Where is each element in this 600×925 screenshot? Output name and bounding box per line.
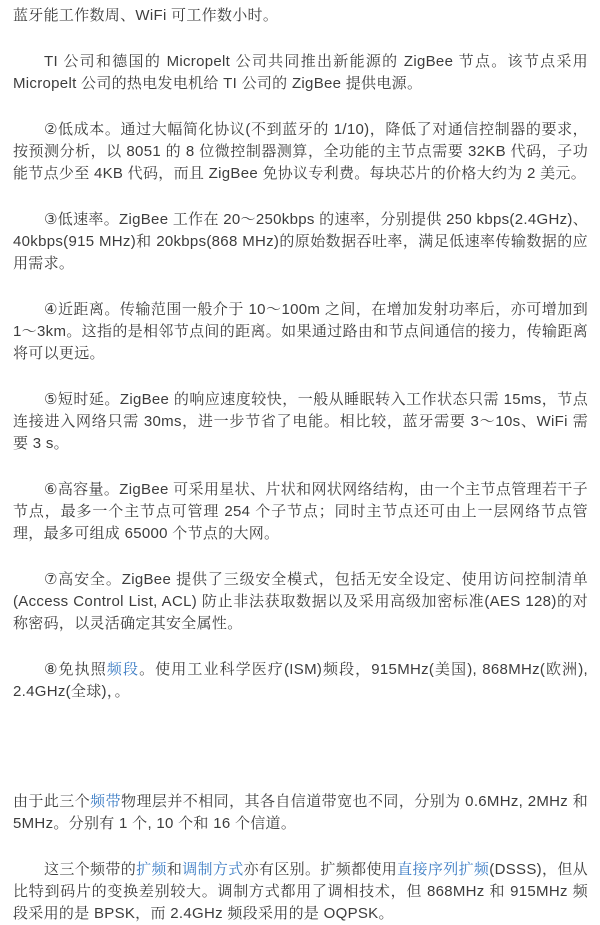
text-segment: ⑥高容量。ZigBee 可采用星状、片状和网状网络结构，由一个主节点管理若干子节点，最多一个主节点可管理 254 个子节点；同时主节点还可由上一层网络节点管理，最多可组成 65000 个节点的大网。: [13, 481, 588, 542]
text-segment: 。使用工业科学医疗(ISM)频段，915MHz(美国), 868MHz(欧洲), 2.4GHz(全球)，。: [13, 661, 588, 700]
text-segment: 由于此三个: [13, 793, 91, 810]
paragraph-high-capacity: [13, 479, 588, 545]
link-zhijie-xulie-kuopin[interactable]: 直接序列扩频: [397, 861, 490, 878]
text-segment: 蓝牙能工作数周、WiFi 可工作数小时。: [13, 7, 279, 24]
text-segment: ④近距离。传输范围一般介于 10～100m 之间，在增加发射功率后，亦可增加到 1～3km。这指的是相邻节点间的距离。如果通过路由和节点间通信的接力，传输距离将可以更远。: [13, 301, 588, 362]
text-segment: ②低成本。通过大幅简化协议(不到蓝牙的 1/10)，降低了对通信控制器的要求，按预测分析，以 8051 的 8 位微控制器测算，全功能的主节点需要 32KB 代码，子功能节点少至 4KB 代码，而且 ZigBee 免协议专利费。每块芯片的价格大约为 2 美元。: [13, 121, 588, 182]
link-tiaozhi-fangshi[interactable]: 调制方式: [182, 861, 244, 878]
paragraph-high-security: [13, 569, 588, 635]
text-segment: 亦有区别。扩频都使用: [243, 861, 398, 878]
paragraph-license-free-band: [13, 659, 588, 703]
link-pinduan[interactable]: 频段: [106, 661, 140, 678]
text-segment: ⑤短时延。ZigBee 的响应速度较快，一般从睡眠转入工作状态只需 15ms，节点连接进入网络只需 30ms，进一步节省了电能。相比较，蓝牙需要 3～10s、WiFi 需要 3 s。: [13, 391, 588, 452]
paragraph-short-range: [13, 299, 588, 365]
paragraph-ti-micropelt: [13, 51, 588, 95]
text-segment: ③低速率。ZigBee 工作在 20～250kbps 的速率，分别提供 250 kbps(2.4GHz)、40kbps(915 MHz)和 20kbps(868 MHz)的原始数据吞吐率，满足低速率传输数据的应用需求。: [13, 211, 588, 272]
paragraph-channel-bandwidth: [13, 791, 588, 835]
text-segment: TI 公司和德国的 Micropelt 公司共同推出新能源的 ZigBee 节点。该节点采用 Micropelt 公司的热电发电机给 TI 公司的 ZigBee 提供电源。: [13, 53, 588, 92]
paragraph-low-rate: [13, 209, 588, 275]
text-segment: 和: [166, 861, 183, 878]
link-kuopin[interactable]: 扩频: [136, 861, 167, 878]
paragraph-bluetooth-wifi-runtime: [13, 5, 588, 27]
paragraph-low-latency: [13, 389, 588, 455]
text-segment: 这三个频带的: [44, 861, 137, 878]
paragraph-low-cost: [13, 119, 588, 185]
text-segment: 物理层并不相同，其各自信道带宽也不同，分别为 0.6MHz, 2MHz 和 5MHz。分别有 1 个, 10 个和 16 个信道。: [13, 793, 588, 832]
link-pindai[interactable]: 频带: [90, 793, 122, 810]
text-segment: ⑦高安全。ZigBee 提供了三级安全模式，包括无安全设定、使用访问控制清单(Access Control List, ACL) 防止非法获取数据以及采用高级加密标准(AES 128)的对称密码，以灵活确定其安全属性。: [13, 571, 588, 632]
text-segment: ⑧免执照: [44, 661, 107, 678]
paragraph-spreading-modulation: [13, 859, 588, 925]
text-segment: (DSSS)，但从比特到码片的变换差别较大。调制方式都用了调相技术，但 868MHz 和 915MHz 频段采用的是 BPSK，而 2.4GHz 频段采用的是 OQPSK。: [13, 861, 588, 922]
